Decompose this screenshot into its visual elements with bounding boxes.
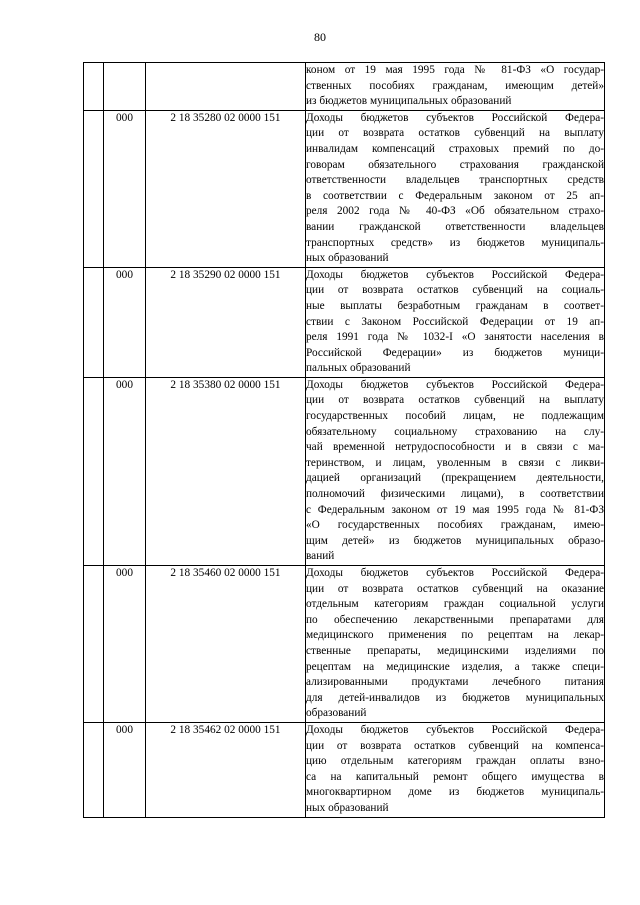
description-line: ствии с Законом Российской Федерации от 19 ап- xyxy=(306,315,604,328)
page-number: 80 xyxy=(314,30,326,44)
description-line: Доходы бюджетов субъектов Российской Федера- xyxy=(306,567,604,579)
admin-code-cell: 000 xyxy=(104,110,146,267)
description-line: ответственности владельцев транспортных средств xyxy=(306,174,604,187)
revenue-description-cell xyxy=(306,267,605,377)
description-line: вании гражданской ответственности владельцев xyxy=(306,220,604,233)
description-line: са на капитальный ремонт общего имущества в xyxy=(306,770,604,783)
description-line: ваний xyxy=(306,550,335,563)
revenue-codes-table xyxy=(83,62,605,818)
table-body xyxy=(84,63,605,818)
description-line: ции от возврата остатков субвенций на выплату xyxy=(306,127,604,140)
description-line: Доходы бюджетов субъектов Российской Федера- xyxy=(306,111,604,124)
description-line: цию отдельным категориям граждан оплаты взно- xyxy=(306,755,604,768)
revenue-code-cell xyxy=(146,63,306,111)
admin-code-cell: 000 xyxy=(104,267,146,377)
revenue-code-cell: 2 18 35460 02 0000 151 xyxy=(146,566,306,723)
revenue-code-cell: 2 18 35462 02 0000 151 xyxy=(146,722,306,817)
row-margin-cell xyxy=(84,377,104,565)
table-row xyxy=(84,267,605,377)
row-margin-cell xyxy=(84,110,104,267)
table-row xyxy=(84,566,605,723)
description-line: ственных пособиях гражданам, имеющим детей» xyxy=(306,79,604,92)
admin-code-cell: 000 xyxy=(104,566,146,723)
row-margin-cell xyxy=(84,566,104,723)
revenue-code-cell: 2 18 35280 02 0000 151 xyxy=(146,110,306,267)
description-line: Доходы бюджетов субъектов Российской Федера- xyxy=(306,268,604,281)
description-line: щим детей» из бюджетов муниципальных образо- xyxy=(306,534,604,547)
description-line: Российской Федерации» из бюджетов муници- xyxy=(306,346,604,359)
description-line: пальных образований xyxy=(306,362,411,375)
description-line: полномочий физическими лицами), в соответствии xyxy=(306,488,604,501)
description-line: дацией организаций (прекращением деятельности, xyxy=(306,472,604,485)
description-line: ализированными продуктами лечебного питания xyxy=(306,676,604,689)
description-line: коном от 19 мая 1995 года № 81-ФЗ «О государ- xyxy=(306,64,604,76)
description-line: обязательному социальному страхованию на слу- xyxy=(306,425,604,438)
description-line: многоквартирном доме из бюджетов муниципаль- xyxy=(306,786,604,799)
description-line: образований xyxy=(306,707,367,720)
row-margin-cell xyxy=(84,63,104,111)
revenue-description-cell xyxy=(306,722,605,817)
admin-code-cell: 000 xyxy=(104,377,146,565)
table-row xyxy=(84,63,605,111)
row-margin-cell xyxy=(84,722,104,817)
description-line: ные выплаты безработным гражданам в соответ- xyxy=(306,299,604,312)
description-line: инвалидам компенсаций страховых премий по до- xyxy=(306,142,604,155)
description-line: для детей-инвалидов из бюджетов муниципальных xyxy=(306,691,604,704)
table-row xyxy=(84,110,605,267)
description-line: ных образований xyxy=(306,252,389,265)
description-line: государственных пособий лицам, не подлежащим xyxy=(306,410,604,423)
description-line: по обеспечению лекарственными препаратами для xyxy=(306,613,604,626)
revenue-description-cell xyxy=(306,110,605,267)
revenue-description-cell xyxy=(306,377,605,565)
revenue-description-cell xyxy=(306,63,605,111)
revenue-code-cell: 2 18 35380 02 0000 151 xyxy=(146,377,306,565)
description-line: транспортных средств» из бюджетов муниципаль- xyxy=(306,236,604,249)
description-line: «О государственных пособиях гражданам, имею- xyxy=(306,519,604,532)
description-line: реля 2002 года № 40-ФЗ «Об обязательном страхо- xyxy=(306,205,604,218)
description-line: ственные препараты, медицинскими изделиями по xyxy=(306,644,604,657)
table-row xyxy=(84,722,605,817)
description-line: чай временной нетрудоспособности и в связи с ма- xyxy=(306,441,604,454)
description-line: ции от возврата остатков субвенций на компенса- xyxy=(306,739,604,752)
row-margin-cell xyxy=(84,267,104,377)
description-line: ции от возврата остатков субвенций на оказание xyxy=(306,582,604,595)
admin-code-cell: 000 xyxy=(104,722,146,817)
description-line: Доходы бюджетов субъектов Российской Федера- xyxy=(306,723,604,736)
description-line: медицинского применения по рецептам на лекар- xyxy=(306,629,604,642)
description-line: ных образований xyxy=(306,801,389,814)
description-line: ции от возврата остатков субвенций на социаль- xyxy=(306,284,604,297)
description-line: теринством, и лицам, уволенным в связи с ликви- xyxy=(306,456,604,469)
description-line: Доходы бюджетов субъектов Российской Федера- xyxy=(306,378,604,391)
admin-code-cell xyxy=(104,63,146,111)
description-line: с Федеральным законом от 19 мая 1995 года № 81-ФЗ xyxy=(306,503,604,516)
description-line: из бюджетов муниципальных образований xyxy=(306,95,512,108)
description-line: в соответствии с Федеральным законом от 25 ап- xyxy=(306,189,604,202)
revenue-description-cell xyxy=(306,566,605,723)
revenue-code-cell: 2 18 35290 02 0000 151 xyxy=(146,267,306,377)
description-line: рецептам на медицинские изделия, а также специ- xyxy=(306,660,604,673)
table-row xyxy=(84,377,605,565)
description-line: отдельным категориям граждан социальной услуги xyxy=(306,598,604,611)
description-line: реля 1991 года № 1032-I «О занятости населения в xyxy=(306,331,604,344)
description-line: ции от возврата остатков субвенций на выплату xyxy=(306,394,604,407)
description-line: говорам обязательного страхования гражданской xyxy=(306,158,604,171)
